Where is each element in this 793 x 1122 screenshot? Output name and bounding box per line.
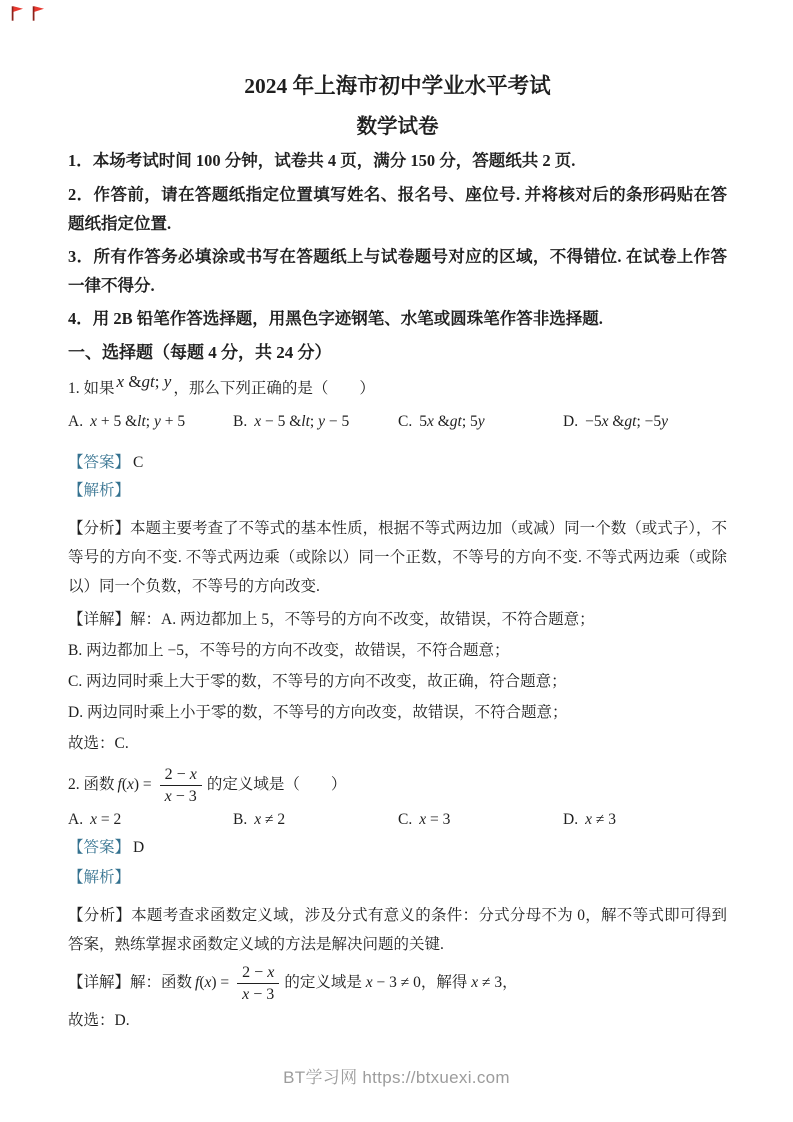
fraction	[237, 963, 279, 1004]
option-label: D.	[563, 811, 579, 828]
question-2-text-post: 的定义域是（ ）	[206, 776, 347, 793]
solution-text-post: 的定义域是 x − 3 ≠ 0，解得 x ≠ 3，	[284, 974, 518, 991]
option-expression: x − 5 &lt; y − 5	[254, 413, 350, 430]
question-2-answer-line	[68, 835, 727, 861]
analysis-label: 【解析】	[68, 482, 131, 499]
question-1-text-post: ，那么下列正确的是（ ）	[173, 380, 375, 397]
question-1-text-pre: 1. 如果	[68, 380, 115, 397]
question-2-option-d	[563, 807, 616, 833]
question-2-option-c	[398, 807, 563, 833]
question-2-stem	[68, 763, 727, 807]
option-label: B.	[233, 811, 248, 828]
document-body	[68, 0, 727, 1035]
question-1-solution-line: 【详解】解：A. 两边都加上 5，不等号的方向不改变，故错误，不符合题意；	[68, 611, 595, 628]
answer-label: 【答案】	[68, 454, 131, 471]
flag-icon	[9, 5, 25, 22]
answer-label: 【答案】	[68, 839, 131, 856]
question-1-inline-math: x &gt; y	[116, 372, 172, 391]
question-1-solution-line: C. 两边同时乘上大于零的数，不等号的方向不改变，故正确，符合题意；	[68, 673, 567, 690]
option-label: C.	[398, 811, 413, 828]
notice-4: 4．用 2B 铅笔作答选择题，用黑色字迹钢笔、水笔或圆珠笔作答非选择题.	[68, 309, 603, 328]
question-2-analysis-label-line	[68, 865, 727, 891]
question-1-solution-line: B. 两边都加上 −5，不等号的方向不改变，故错误，不符合题意；	[68, 642, 510, 659]
section-heading-multiple-choice: 一、选择题（每题 4 分，共 24 分）	[68, 343, 332, 362]
option-expression: 5x &gt; 5y	[419, 413, 485, 430]
solution-function-notation: f(x) =	[195, 974, 230, 991]
notice-3: 3．所有作答务必填涂或书写在答题纸上与试卷题号对应的区域，不得错位. 在试卷上作答一律不得分.	[68, 247, 728, 295]
question-1-conclusion: 故选：C.	[68, 735, 129, 752]
fraction-numerator: 2 − x	[237, 963, 279, 984]
exam-title: 2024 年上海市初中学业水平考试	[244, 74, 551, 98]
answer-value: C	[133, 454, 144, 471]
flag-icon	[30, 5, 46, 22]
question-1-answer-line	[68, 449, 727, 477]
question-2-text-pre: 2. 函数	[68, 776, 115, 793]
question-2-option-a	[68, 807, 233, 833]
question-1-analysis-paragraph: 【分析】本题主要考查了不等式的基本性质，根据不等式两边加（或减）同一个数（或式子），不等号的方向不变. 不等式两边乘（或除以）同一个正数，不等号的方向不变. 不等式两边乘（或除以）同一个负数，不等号的方向改变.	[68, 520, 727, 595]
fraction-denominator: x − 3	[242, 985, 275, 1003]
question-1-option-a	[68, 409, 233, 435]
corner-flags	[9, 5, 46, 22]
question-1-stem	[68, 373, 727, 404]
question-1-option-b	[233, 409, 398, 435]
solution-text-pre: 【详解】解：函数	[68, 974, 193, 991]
watermark-footer: BT学习网 https://btxuexi.com	[283, 1068, 510, 1087]
question-2-solution-line	[68, 961, 727, 1005]
question-1-option-d	[563, 409, 668, 435]
option-label: A.	[68, 811, 84, 828]
fraction	[160, 765, 202, 806]
question-2-conclusion: 故选：D.	[68, 1012, 130, 1029]
option-expression: x ≠ 2	[254, 811, 286, 828]
notice-2: 2．作答前，请在答题纸指定位置填写姓名、报名号、座位号. 并将核对后的条形码贴在答题纸指定位置.	[68, 185, 727, 233]
option-expression: x = 3	[419, 811, 451, 828]
option-label: C.	[398, 413, 413, 430]
fraction-denominator: x − 3	[164, 787, 197, 805]
answer-value: D	[133, 839, 145, 856]
option-expression: −5x &gt; −5y	[585, 413, 669, 430]
question-2-analysis-paragraph: 【分析】本题考查求函数定义域，涉及分式有意义的条件：分式分母不为 0，解不等式即可得到答案，熟练掌握求函数定义域的方法是解决问题的关键.	[68, 907, 727, 953]
option-expression: x ≠ 3	[585, 811, 616, 828]
question-1-options	[68, 409, 727, 435]
notice-1: 1．本场考试时间 100 分钟，试卷共 4 页，满分 150 分，答题纸共 2 页.	[68, 151, 576, 170]
analysis-label: 【解析】	[68, 869, 131, 886]
option-expression: x + 5 &lt; y + 5	[90, 413, 186, 430]
question-1-analysis-label-line	[68, 477, 727, 505]
fraction-numerator: 2 − x	[160, 765, 202, 786]
question-2-option-b	[233, 807, 398, 833]
option-label: B.	[233, 413, 248, 430]
question-2-function-notation: f(x) =	[117, 776, 152, 793]
option-label: D.	[563, 413, 579, 430]
exam-subtitle: 数学试卷	[356, 116, 439, 138]
question-1-option-c	[398, 409, 563, 435]
question-2-options	[68, 807, 727, 833]
question-1-solution-line: D. 两边同时乘上小于零的数，不等号的方向改变，故错误，不符合题意；	[68, 704, 568, 721]
option-expression: x = 2	[90, 811, 122, 828]
option-label: A.	[68, 413, 84, 430]
